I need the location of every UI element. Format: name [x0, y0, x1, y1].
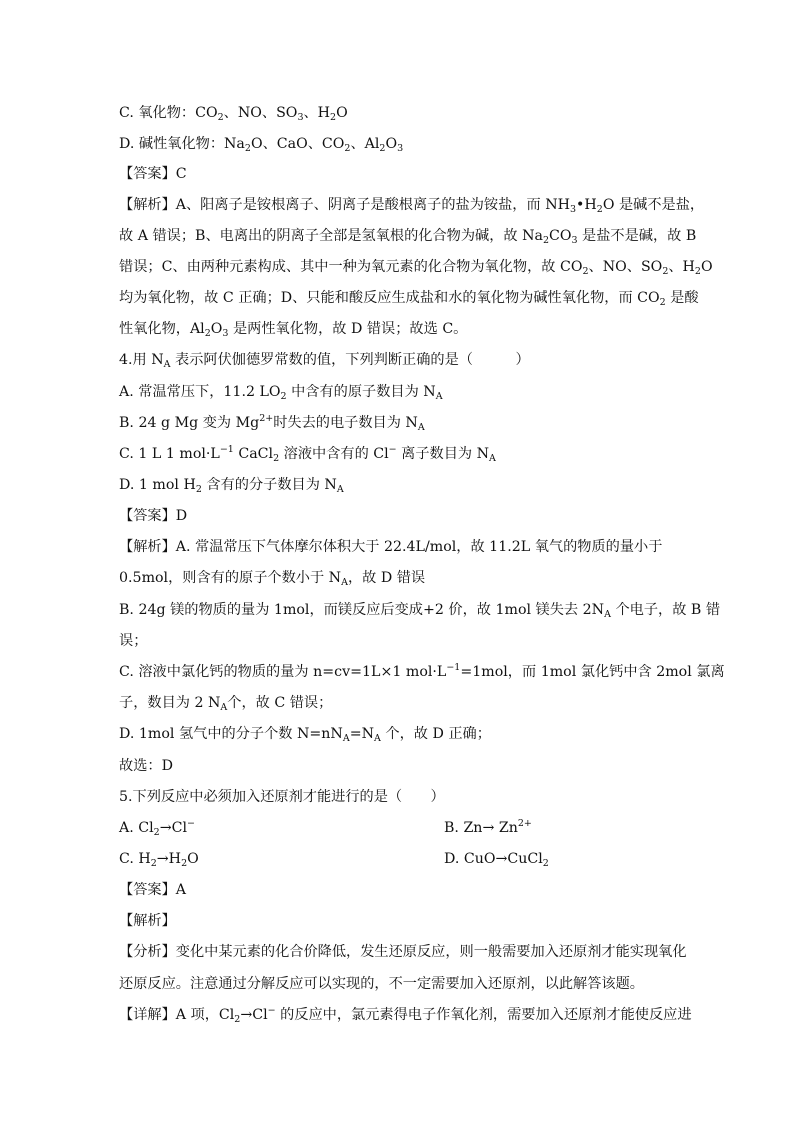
- analysis-q4-line5: C. 溶液中氯化钙的物质的量为 n=cv=1L×1 $mol\cdot L^{-1}=1mol$，而 1mol 氯化钙中含 2mol 氯离: [119, 662, 725, 680]
- answer-q3: 【答案】C: [119, 166, 187, 182]
- analysis-q4-line3: B. 24g 镁的物质的量为 1mol，而镁反应后变成+2 价，故 1mol 镁失去 $2N_A$ 个电子，故 B 错: [119, 602, 721, 620]
- q5-option-d: D. CuO→CuCl$_2$: [444, 851, 549, 869]
- q5-option-a: A. $Cl_2\to Cl^-$: [119, 818, 195, 838]
- analysis-q4-line2: 0.5mol，则含有的原子个数小于 $N_A$，故 D 错误: [119, 570, 426, 588]
- analysis-q5-detail: 【详解】A 项，$Cl_2\to Cl^-$ 的反应中，氯元素得电子作氧化剂，需要加入还原剂才能使反应进: [119, 1005, 692, 1025]
- q4-option-b: B. 24 g Mg 变为 $Mg^{2+}$时失去的电子数目为 $N_A$: [119, 413, 425, 433]
- q4-option-c: C. 1 L 1 $mol\cdot L^{-1}$ CaCl$_2$ 溶液中含有的 Cl− 离子数目为 $N_A$: [119, 444, 496, 464]
- analysis-q4-line1: 【解析】A. 常温常压下气体摩尔体积大于 22.4L/mol，故 11.2L 氧气的物质的量小于: [119, 539, 663, 555]
- q4-option-d: D. 1 mol $H_2$ 含有的分子数目为 $N_A$: [119, 477, 344, 495]
- answer-q5: 【答案】A: [119, 882, 186, 898]
- analysis-q4-line6: 子，数目为 2 $N_A$个，故 C 错误；: [119, 695, 333, 713]
- analysis-q3-line4: 均为氧化物，故 C 正确；D、只能和酸反应生成盐和水的氧化物为碱性氧化物，而 $CO_2$ 是酸: [119, 290, 699, 308]
- analysis-q4-line7: D. 1mol 氢气中的分子个数 $N=nN_A=N_A$ 个，故 D 正确；: [119, 726, 491, 744]
- option-c-oxides: C. 氧化物：$CO_2$、NO、$SO_3$、$H_2O$: [119, 105, 348, 123]
- q5-option-b: B. $Zn\to Zn^{2+}$: [444, 818, 532, 836]
- question-4: 4.用 $N_A$ 表示阿伏伽德罗常数的值，下列判断正确的是（ ）: [119, 352, 530, 370]
- option-d-basic-oxides: D. 碱性氧化物：$Na_2O$、CaO、$CO_2$、$Al_2O_3$: [119, 136, 404, 154]
- analysis-q4-conclusion: 故选：D: [119, 758, 173, 774]
- q5-option-c: C. $H_2\to H_2O$: [119, 851, 199, 869]
- q4-option-a: A. 常温常压下，11.2 $LO_2$ 中含有的原子数目为 $N_A$: [119, 384, 443, 402]
- answer-q4: 【答案】D: [119, 508, 188, 524]
- analysis-q4-line4: 误；: [119, 633, 148, 649]
- analysis-q5-heading: 【解析】: [119, 913, 176, 929]
- analysis-q3-line3: 错误；C、由两种元素构成、其中一种为氧元素的化合物为氧化物，故 $CO_2$、NO、$SO_2$、$H_2O$: [119, 259, 713, 277]
- analysis-q3-line2: 故 A 错误；B、电离出的阴离子全部是氢氧根的化合物为碱，故 $Na_2CO_3$ 是盐不是碱，故 B: [119, 228, 697, 246]
- analysis-q5-line1: 【分析】变化中某元素的化合价降低，发生还原反应，则一般需要加入还原剂才能实现氧化: [119, 944, 687, 960]
- question-5: 5.下列反应中必须加入还原剂才能进行的是（ ）: [119, 789, 445, 805]
- analysis-q3-line1: 【解析】A、阳离子是铵根离子、阴离子是酸根离子的盐为铵盐，而 $NH_3•H_2O$ 是碱不是盐，: [119, 197, 705, 215]
- analysis-q3-line5: 性氧化物，$Al_2O_3$ 是两性氧化物，故 D 错误；故选 C。: [119, 321, 468, 339]
- analysis-q5-line2: 还原反应。注意通过分解反应可以实现的，不一定需要加入还原剂，以此解答该题。: [119, 976, 644, 992]
